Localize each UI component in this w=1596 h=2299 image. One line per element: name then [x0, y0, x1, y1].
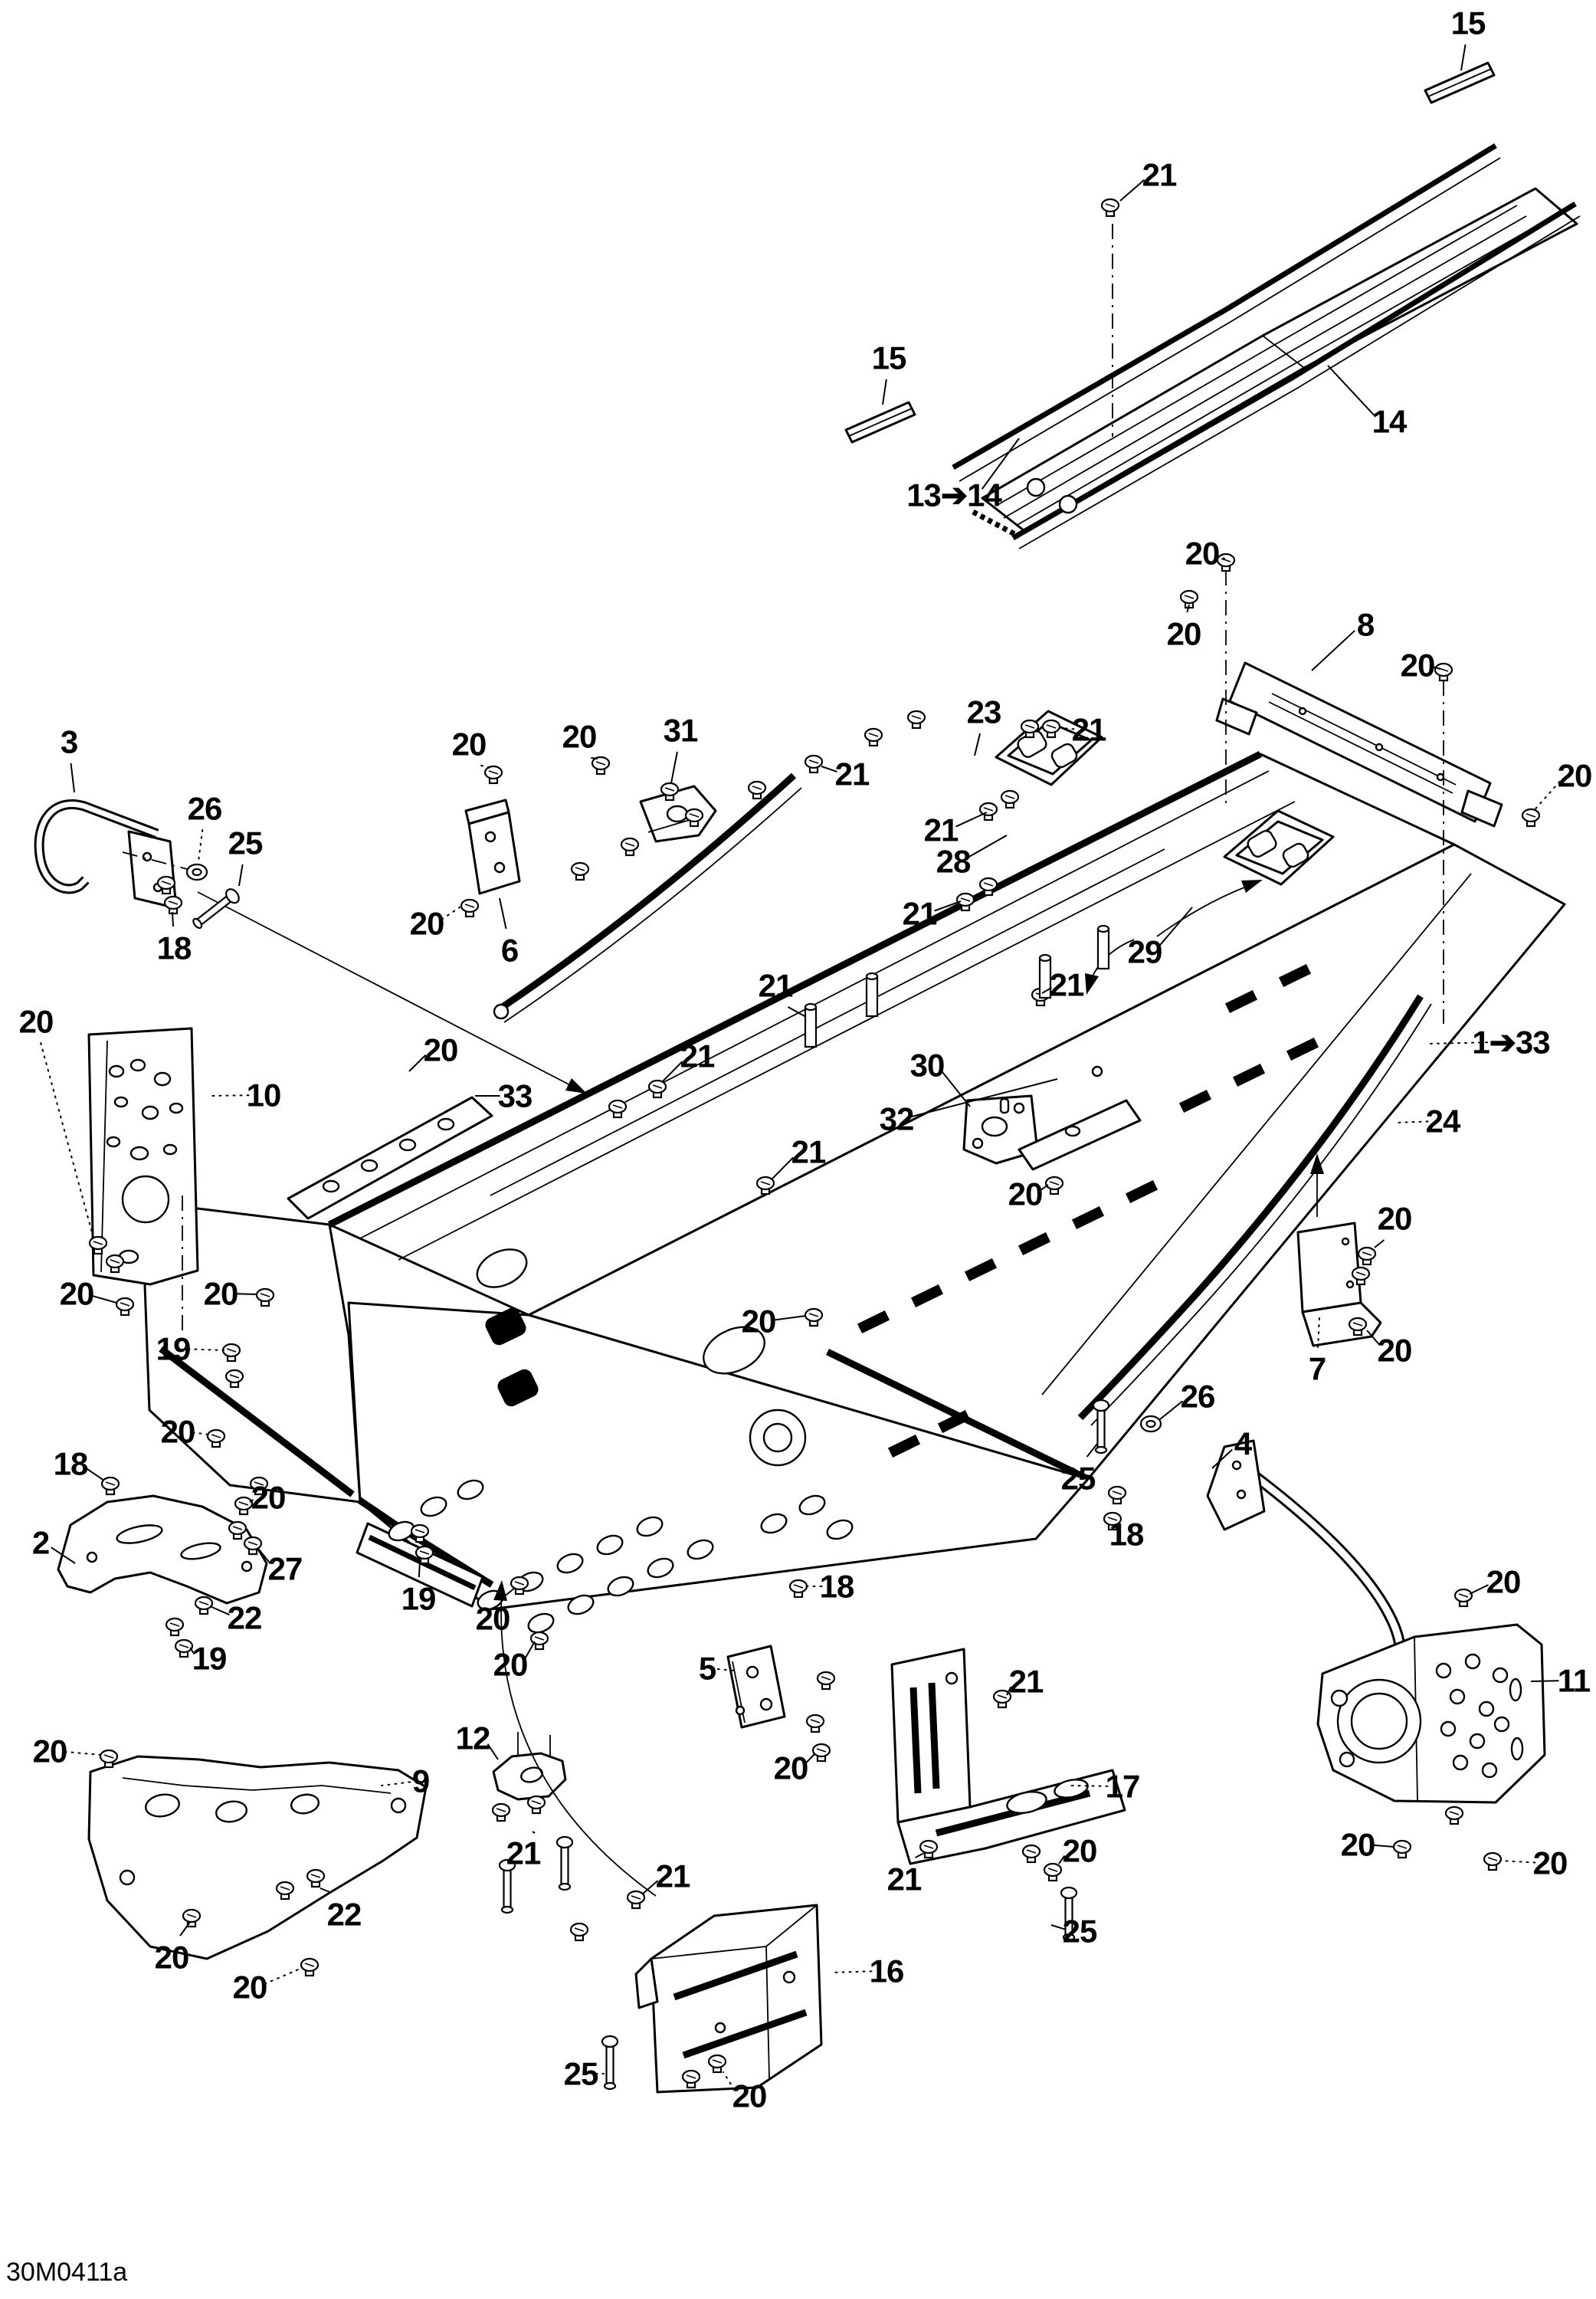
callout-30: 30 [909, 1047, 945, 1084]
screw-fastener-icon [235, 1497, 252, 1514]
stud-fastener-icon [805, 1004, 816, 1047]
callout-2: 2 [31, 1524, 50, 1561]
plate-5 [728, 1646, 785, 1727]
leader-line [198, 830, 202, 861]
muffler-bracket-16 [636, 1905, 821, 2092]
callout-21: 21 [680, 1038, 715, 1074]
callout-20: 20 [423, 1031, 458, 1068]
screw-fastener-icon [301, 1959, 318, 1976]
screw-fastener-icon [813, 1744, 830, 1761]
screw-fastener-icon [1102, 199, 1119, 216]
support-arm-2 [58, 1496, 267, 1603]
screw-fastener-icon [621, 838, 638, 855]
callout-20: 20 [160, 1413, 195, 1450]
leader-line [1500, 1861, 1535, 1862]
screw-fastener-icon [908, 711, 925, 728]
callout-20: 20 [1486, 1563, 1521, 1600]
screw-fastener-icon [818, 1672, 834, 1689]
callout-20: 20 [741, 1303, 776, 1340]
leader-line [41, 1043, 92, 1232]
callout-25: 25 [1060, 1460, 1096, 1497]
leader-line [442, 907, 460, 920]
leader-line [265, 1968, 303, 1984]
screw-fastener-icon [572, 863, 588, 880]
callout-9: 9 [411, 1763, 430, 1799]
callout-20: 20 [475, 1600, 510, 1637]
bolt-fastener-icon [602, 2036, 618, 2089]
screw-fastener-icon [807, 1715, 824, 1732]
callout-26: 26 [187, 790, 222, 827]
bolt-fastener-icon [557, 1837, 572, 1890]
stud-fastener-icon [1098, 926, 1109, 969]
leader-line [71, 763, 74, 792]
leader-line [968, 835, 1008, 858]
washer-fastener-icon [1141, 1416, 1161, 1432]
callout-21: 21 [655, 1858, 690, 1894]
callout-15: 15 [871, 339, 906, 376]
callout-5: 5 [698, 1650, 716, 1687]
leader-line [975, 733, 980, 756]
callout-20: 20 [1400, 647, 1435, 684]
callout-21: 21 [1142, 156, 1177, 193]
callout-21: 21 [506, 1835, 541, 1871]
callout-25: 25 [1062, 1913, 1097, 1950]
callout-21: 21 [791, 1133, 826, 1170]
callout-31: 31 [663, 712, 698, 749]
callout-21: 21 [886, 1861, 922, 1897]
screw-fastener-icon [1522, 809, 1539, 826]
callout-8: 8 [1356, 606, 1375, 643]
callout-12: 12 [455, 1720, 490, 1756]
callout-15: 15 [1450, 5, 1486, 41]
callout-21: 21 [923, 812, 959, 848]
callout-19: 19 [401, 1580, 436, 1617]
callout-18: 18 [1109, 1516, 1144, 1553]
callout-20: 20 [232, 1969, 267, 2005]
callout-11: 11 [1557, 1662, 1591, 1699]
callout-29: 29 [1127, 933, 1162, 970]
callout-20: 20 [203, 1275, 238, 1312]
screw-fastener-icon [165, 897, 182, 913]
callout-20: 20 [154, 1939, 189, 1976]
callout-20: 20 [1008, 1176, 1043, 1212]
callout-18: 18 [53, 1445, 88, 1482]
screw-fastener-icon [571, 1923, 588, 1940]
screw-fastener-icon [790, 1580, 807, 1597]
leader-line [1120, 180, 1145, 201]
bracket-31 [641, 786, 716, 841]
callout-20: 20 [773, 1750, 808, 1786]
screw-fastener-icon [166, 1618, 183, 1635]
bracket-6 [466, 800, 519, 894]
leader-line [533, 1832, 535, 1833]
callout-21: 21 [1049, 966, 1084, 1003]
screw-fastener-icon [528, 1796, 545, 1813]
spacer-plate-12 [493, 1732, 565, 1799]
callout-20: 20 [1340, 1826, 1375, 1863]
callout-33: 33 [497, 1077, 533, 1114]
callout-20: 20 [1166, 615, 1201, 652]
screw-fastener-icon [461, 900, 478, 917]
leader-line [500, 898, 506, 929]
callout-16: 16 [869, 1953, 904, 1989]
deflector-bracket-7 [1298, 1223, 1381, 1346]
callout-18: 18 [819, 1568, 854, 1605]
callout-1➔33: 1➔33 [1472, 1024, 1550, 1061]
callout-20: 20 [1062, 1832, 1097, 1869]
leader-line [1373, 1845, 1395, 1847]
callout-13➔14: 13➔14 [906, 477, 1001, 513]
screw-fastener-icon [1358, 1248, 1375, 1264]
stud-fastener-icon [867, 973, 877, 1016]
diagram-code: 30M0411a [6, 2258, 128, 2287]
leader-line [86, 1468, 105, 1481]
screw-fastener-icon [1446, 1807, 1463, 1824]
callout-20: 20 [451, 726, 487, 763]
callout-14: 14 [1372, 403, 1407, 440]
screw-fastener-icon [1023, 1845, 1040, 1862]
callout-10: 10 [246, 1077, 281, 1113]
callout-20: 20 [1532, 1845, 1568, 1881]
leader-line [883, 379, 886, 405]
leader-line [1532, 782, 1560, 812]
heat-shield-plate-11 [1318, 1625, 1545, 1802]
leader-line [92, 1296, 117, 1303]
leader-line [831, 1971, 872, 1973]
callout-20: 20 [1557, 757, 1592, 794]
slider-strip-15-top [1425, 63, 1494, 103]
callout-32: 32 [879, 1100, 914, 1137]
callout-23: 23 [966, 694, 1001, 730]
screw-fastener-icon [1455, 1589, 1472, 1606]
leader-line [419, 1559, 420, 1577]
leader-line [172, 912, 173, 926]
screw-fastener-icon [1484, 1853, 1501, 1870]
screw-fastener-icon [749, 782, 765, 799]
callout-22: 22 [227, 1599, 262, 1636]
callout-20: 20 [409, 905, 444, 942]
hook-handle-3 [39, 804, 176, 908]
leader-line [956, 812, 988, 827]
screw-fastener-icon [805, 756, 822, 772]
callout-6: 6 [500, 932, 519, 969]
screw-fastener-icon [1435, 664, 1452, 681]
slider-strip-15-left [846, 402, 915, 442]
callout-20: 20 [1377, 1200, 1412, 1237]
screw-fastener-icon [980, 803, 997, 820]
leader-line [210, 1095, 249, 1096]
screw-fastener-icon [195, 1597, 212, 1614]
callout-20: 20 [32, 1733, 67, 1769]
callout-27: 27 [267, 1550, 303, 1587]
grab-tube-4 [1208, 1441, 1400, 1669]
callout-20: 20 [1185, 535, 1220, 572]
callout-20: 20 [59, 1275, 94, 1312]
callout-21: 21 [1071, 711, 1106, 748]
callout-3: 3 [60, 723, 78, 760]
callout-24: 24 [1425, 1103, 1460, 1140]
callout-20: 20 [493, 1646, 528, 1683]
callout-18: 18 [156, 930, 192, 966]
callout-20: 20 [1377, 1332, 1412, 1369]
callout-28: 28 [936, 843, 971, 880]
leader-line [65, 1752, 102, 1755]
screw-fastener-icon [1001, 791, 1018, 808]
rail-assembly-13-14 [953, 146, 1580, 549]
washer-fastener-icon [187, 864, 207, 880]
leader-line [1461, 44, 1466, 71]
callout-20: 20 [251, 1479, 286, 1516]
screw-fastener-icon [1044, 1864, 1061, 1881]
callout-20: 20 [732, 2078, 767, 2114]
callout-19: 19 [156, 1330, 191, 1367]
screw-fastener-icon [1394, 1841, 1411, 1858]
leader-line [591, 758, 598, 759]
callout-20: 20 [562, 718, 597, 755]
leader-line [239, 864, 243, 886]
callout-25: 25 [563, 2055, 598, 2092]
callout-7: 7 [1308, 1350, 1326, 1387]
leader-line [1312, 631, 1355, 671]
callout-25: 25 [228, 825, 263, 861]
callout-4: 4 [1234, 1425, 1252, 1462]
callout-22: 22 [326, 1896, 362, 1933]
screw-fastener-icon [1109, 1487, 1126, 1504]
leader-line [671, 752, 677, 783]
screw-fastener-icon [531, 1632, 548, 1649]
screw-fastener-icon [592, 757, 609, 774]
callout-21: 21 [758, 967, 793, 1004]
bolt-fastener-icon [190, 887, 241, 931]
leader-line [1396, 1121, 1428, 1123]
screw-fastener-icon [485, 766, 502, 783]
callout-20: 20 [18, 1003, 54, 1040]
screw-fastener-icon [116, 1298, 133, 1315]
leader-line [1160, 1401, 1183, 1419]
callout-21: 21 [1008, 1663, 1044, 1700]
screw-fastener-icon [865, 729, 882, 746]
callout-21: 21 [902, 895, 937, 932]
callout-19: 19 [192, 1640, 227, 1677]
callout-26: 26 [1180, 1378, 1215, 1415]
support-bracket-9 [89, 1756, 426, 1959]
screw-fastener-icon [493, 1804, 510, 1821]
leader-line [1328, 366, 1375, 415]
leader-line [1375, 1240, 1384, 1248]
callout-21: 21 [834, 756, 870, 792]
screw-fastener-icon [1217, 554, 1234, 571]
callout-17: 17 [1105, 1768, 1140, 1805]
